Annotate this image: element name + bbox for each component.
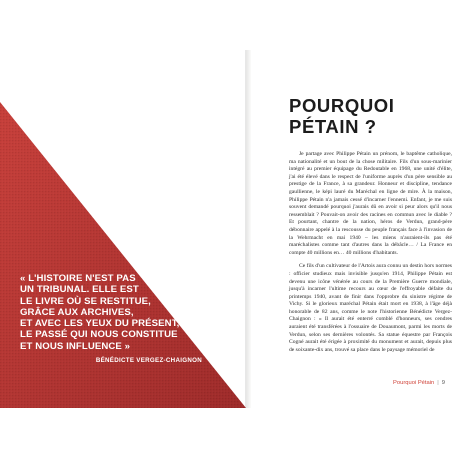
footer-separator: | (437, 380, 439, 386)
quote-line: ET NOUS INFLUENCE » (20, 340, 131, 352)
quote-line: « L'HISTOIRE N'EST PAS (20, 273, 136, 284)
right-page (251, 50, 465, 408)
quote-line: UN TRIBUNAL. ELLE EST (20, 284, 139, 296)
quote-line: LE PASSÉ QUI NOUS CONSTITUE (20, 329, 178, 341)
pull-quote (20, 273, 230, 366)
chapter-title-line: POURQUOI (289, 95, 395, 116)
running-title: Pourquoi Pétain (393, 380, 435, 386)
left-page (0, 50, 246, 408)
page-number: 9 (441, 380, 446, 386)
chapter-title (289, 95, 395, 137)
body-paragraph: Je partage avec Philippe Pétain un prénom, le baptême catholique, ma nationalité et un bout de la chose militaire. Fils d'un sous-marinier intégré au premier équipage du Redoutable en 1968, une unité d'élite, j'ai été élevé dans le respect de l'uniforme auprès d'un père sensible au prestige de la France, à sa grandeur. Honneur et discipline, tendance gaullienne, le képi lauré du Maréchal en ligne de mire. À la maison, Philippe Pétain n'a jamais cessé d'incarner l'ennemi. Enfant, je me suis souvent demandé pourquoi j'aurais dû en avoir si peur alors qu'il nous ressemblait ? Pouvait-on avoir des racines en commun avec le diable ? Et pourtant, chantre de la nation, héros de Verdun, grand-père débonnaire appelé à la rescousse du peuple français face à l'invasion de la Wehrmacht en mai 1940 – les miens n'auraient-ils pas été maréchalistes comme tant d'autres dans la débâcle… / La France en compte 40 millions en… 40 millions d'habitants. (289, 151, 452, 256)
body-paragraph: Ce fils d'un cultivateur de l'Artois aura connu un destin hors normes : officier studieux mais invisible jusqu'en 1914, Philippe Pétain est devenu une icône vénérée au cours de la Première Guerre mondiale, jusqu'à incarner l'ultime recours au cœur de l'effroyable défaite du printemps 1940, avant de finir dans l'opprobre du sinistre régime de Vichy. Si le glorieux maréchal Pétain était mort en 1938, à l'âge déjà honorable de 82 ans, comme le note l'historienne Bénédicte Vergez-Chaignon : « Il aurait été enterré comblé d'honneurs, ses cendres auraient été transférées à l'ossuaire de Douaumont, parmi les morts de Verdun, selon ses dernières volontés. Sa statue équestre par François Cogné aurait été érigée à proximité du monument et aurait, depuis plus de soixante-dix ans, trouvé sa place dans le paysage mémoriel de (289, 263, 452, 353)
book-spread (0, 50, 465, 408)
quote-line: ET AVEC LES YEUX DU PRÉSENT, (20, 318, 180, 330)
quote-line: LE LIVRE OÙ SE RESTITUE, (20, 295, 151, 307)
chapter-title-line: PÉTAIN ? (289, 116, 377, 137)
page-footer (393, 380, 445, 386)
body-text (289, 151, 452, 360)
quote-line: GRÂCE AUX ARCHIVES, (20, 306, 134, 318)
quote-author: BÉNÉDICTE VERGEZ-CHAIGNON (95, 357, 202, 365)
